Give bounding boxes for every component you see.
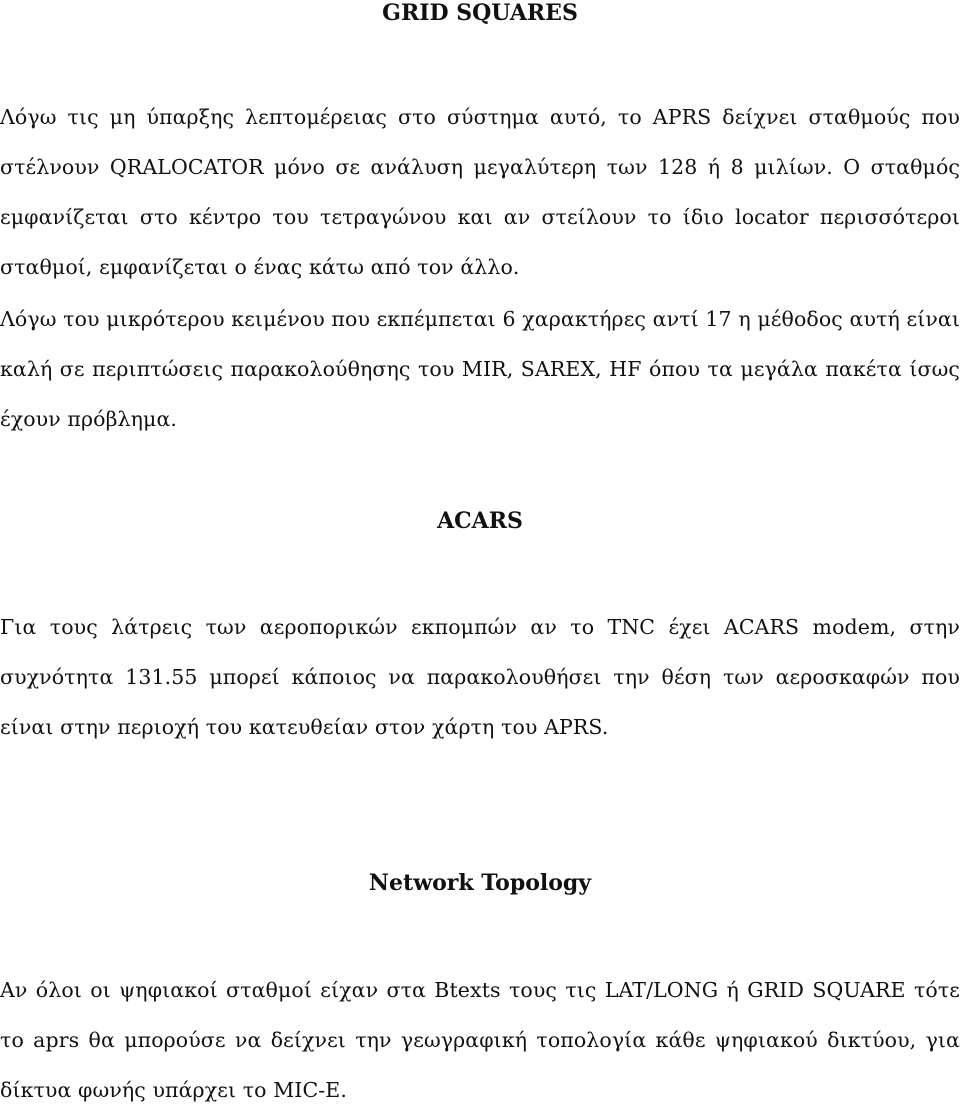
heading-acars: ACARS xyxy=(437,508,523,534)
paragraph-acars: Για τους λάτρεις των αεροπορικών εκπομπών αν το TNC έχει ACARS modem, στην συχνότητα 131.55 μπορεί κάποιος να παρακολουθήσει την θέση των αεροσκαφών που είναι στην περιοχή του κατευθείαν στον χάρτη του APRS. xyxy=(0,615,960,739)
paragraph-grid-squares-short-text: Λόγω του μικρότερου κειμένου που εκπέμπεται 6 χαρακτήρες αντί 17 η μέθοδος αυτή είναι καλή σε περιπτώσεις παρακολούθησης του MIR, SAREX, HF όπου τα μεγάλα πακέτα ίσως έχουν πρόβλημα. xyxy=(0,307,960,431)
heading-network-topology: Network Topology xyxy=(368,870,592,896)
heading-grid-squares: GRID SQUARES xyxy=(382,0,578,26)
paragraph-grid-squares-resolution: Λόγω τις μη ύπαρξης λεπτομέρειας στο σύστημα αυτό, το APRS δείχνει σταθμούς που στέλνουν QRALOCATOR μόνο σε ανάλυση μεγαλύτερη των 128 ή 8 μιλίων. Ο σταθμός εμφανίζεται στο κέντρο του τετραγώνου και αν στείλουν το ίδιο locator περισσότεροι σταθμοί, εμφανίζεται ο ένας κάτω από τον άλλο. xyxy=(0,105,960,279)
paragraph-network-topology: Αν όλοι οι ψηφιακοί σταθμοί είχαν στα Btexts τους τις LAT/LONG ή GRID SQUARE τότε το aprs θα μπορούσε να δείχνει την γεωγραφική τοπολογία κάθε ψηφιακού δικτύου, για δίκτυα φωνής υπάρχει το MIC-E. xyxy=(0,978,960,1102)
